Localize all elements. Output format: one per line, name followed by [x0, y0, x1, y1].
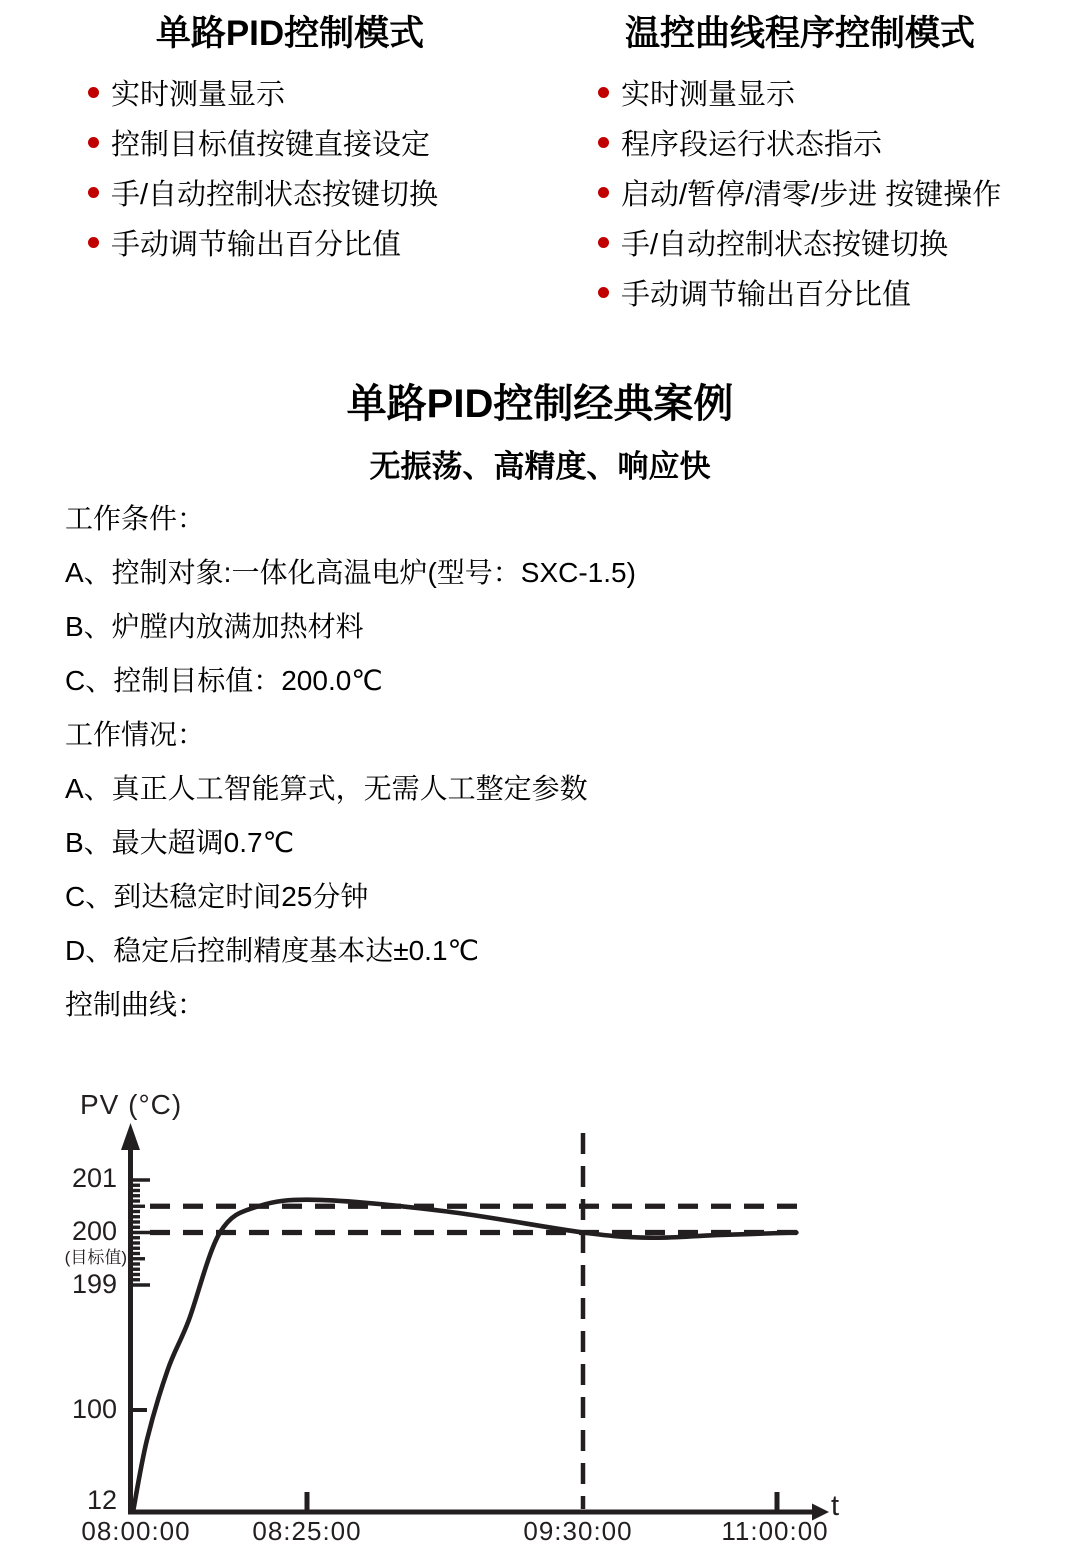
feature-item-label: 程序段运行状态指示 — [621, 128, 883, 161]
feature-item-label: 启动/暂停/清零/步进 按键操作 — [621, 178, 1002, 211]
feature-item-label: 手动调节输出百分比值 — [111, 228, 402, 261]
target-value-note: (目标值) — [64, 1248, 127, 1267]
y-tick-12: 12 — [86, 1485, 117, 1515]
y-tick-100: 100 — [71, 1394, 117, 1424]
case-line-work-status: 工作情况： — [65, 719, 206, 750]
pv-curve — [133, 1200, 796, 1512]
case-line-work-conditions: 工作条件： — [65, 503, 206, 534]
case-line: B、炉膛内放满加热材料 — [65, 611, 364, 642]
x-axis-label: t — [831, 1490, 840, 1522]
case-subtitle: 无振荡、高精度、响应快 — [369, 449, 711, 484]
case-line: C、到达稳定时间25分钟 — [65, 881, 369, 912]
feature-item-label: 手动调节输出百分比值 — [621, 278, 912, 311]
feature-item-label: 控制目标值按键直接设定 — [111, 128, 431, 161]
case-line: D、稳定后控制精度基本达±0.1℃ — [65, 935, 479, 966]
case-title: 单路PID控制经典案例 — [346, 382, 734, 426]
y-tick-200: 200 — [71, 1216, 117, 1246]
program-mode-title: 温控曲线程序控制模式 — [624, 14, 975, 53]
y-axis-label: PV (°C) — [80, 1089, 183, 1120]
x-tick-080000: 08:00:00 — [81, 1516, 191, 1546]
y-tick-201: 201 — [71, 1163, 117, 1193]
case-line: A、控制对象:一体化高温电炉(型号：SXC-1.5) — [65, 557, 636, 588]
x-tick-110000: 11:00:00 — [721, 1516, 829, 1546]
pid-mode-title: 单路PID控制模式 — [155, 14, 425, 53]
feature-item-label: 实时测量显示 — [111, 78, 286, 111]
x-tick-093000: 09:30:00 — [523, 1516, 633, 1546]
y-axis-arrow-icon — [121, 1123, 140, 1150]
case-line: C、控制目标值：200.0℃ — [65, 665, 383, 696]
x-tick-082500: 08:25:00 — [252, 1516, 362, 1546]
feature-item-label: 实时测量显示 — [621, 78, 796, 111]
feature-item-label: 手/自动控制状态按键切换 — [111, 178, 439, 211]
feature-item-label: 手/自动控制状态按键切换 — [621, 228, 949, 261]
y-tick-199: 199 — [71, 1269, 117, 1299]
case-line-curve-caption: 控制曲线： — [65, 989, 206, 1020]
case-line: A、真正人工智能算式，无需人工整定参数 — [65, 773, 588, 804]
case-line: B、最大超调0.7℃ — [65, 827, 295, 858]
